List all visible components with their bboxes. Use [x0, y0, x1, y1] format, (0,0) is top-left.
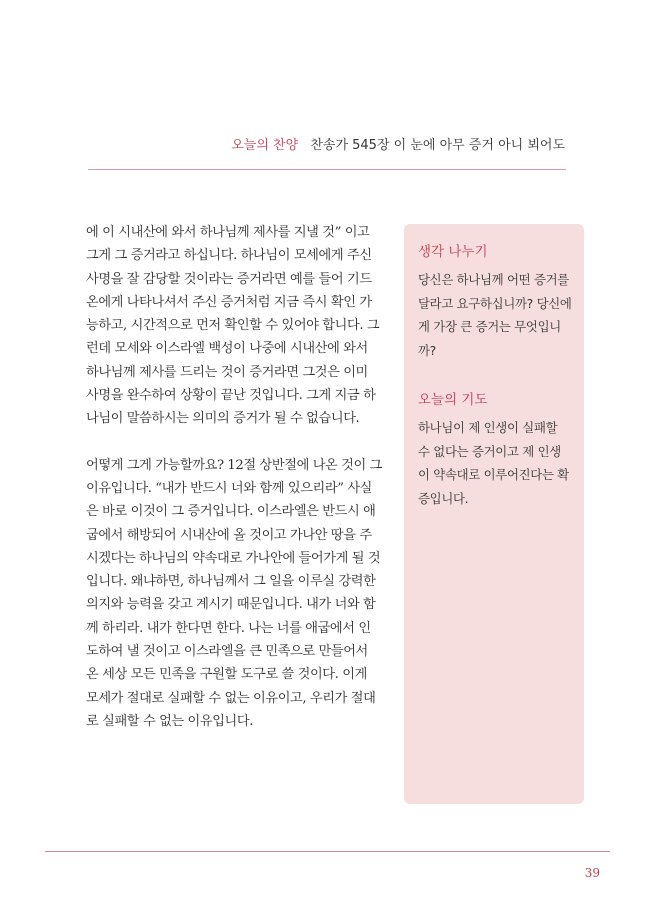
prayer-title: 오늘의 기도: [418, 392, 488, 408]
header-divider: [88, 169, 566, 170]
body-paragraph-1: 에 이 시내산에 와서 하나님께 제사를 지낼 것” 이고 그게 그 증거라고 하십니다. 하나님이 모세에게 주신 사명을 잘 감당할 것이라는 증거라면 예를 들어 기드온에게 나타나셔서 주신 증거처럼 지금 즉시 확인 가능하고, 시간적으로 먼저 확인할 수 있어야 합니다. 그런데 모세와 이스라엘 백성이 나중에 시내산에 와서 하나님께 제사를 드리는 것이 증거라면 그것은 이미 사명을 완수하여 상황이 끝난 것입니다. 그게 지금 하나님이 말씀하시는 의미의 증거가 될 수 없습니다.: [86, 225, 380, 427]
share-title: 생각 나누기: [418, 244, 488, 260]
footer-divider: [45, 851, 610, 852]
body-paragraph-2: 어떻게 그게 가능할까요? 12절 상반절에 나온 것이 그 이유입니다. “내가 반드시 너와 함께 있으리라” 사실은 바로 이것이 그 증거입니다. 이스라엘은 반드시 애굽에서 해방되어 시내산에 올 것이고 가나안 땅을 주시겠다는 하나님의 약속대로 가나안에 들어가게 될 것입니다. 왜냐하면, 하나님께서 그 일을 이루실 강력한 의지와 능력을 갖고 계시기 때문입니다. 내가 너와 함께 하리라. 내가 한다면 한다. 나는 너를 애굽에서 인도하여 낼 것이고 이스라엘을 큰 민족으로 만들어서 온 세상 모든 민족을 구원할 도구로 쓸 것이다. 이게 모세가 절대로 실패할 수 없는 이유이고, 우리가 절대로 실패할 수 없는 이유입니다.: [86, 457, 382, 729]
page-number: 39: [584, 866, 600, 880]
main-text-column: [86, 221, 382, 733]
paragraph-gap: [86, 431, 382, 454]
hymn-title: 찬송가 545장 이 눈에 아무 증거 아니 뵈어도: [310, 138, 565, 153]
section-label: 오늘의 찬양: [231, 138, 299, 153]
share-body: 당신은 하나님께 어떤 증거를 달라고 요구하십니까? 당신에게 가장 큰 증거는 무엇입니까?: [418, 272, 572, 358]
sidebar-box: [404, 224, 584, 804]
running-header: [231, 134, 565, 153]
prayer-body: 하나님이 제 인생이 실패할 수 없다는 증거이고 제 인생이 약속대로 이루어진다는 확증입니다.: [418, 420, 569, 506]
